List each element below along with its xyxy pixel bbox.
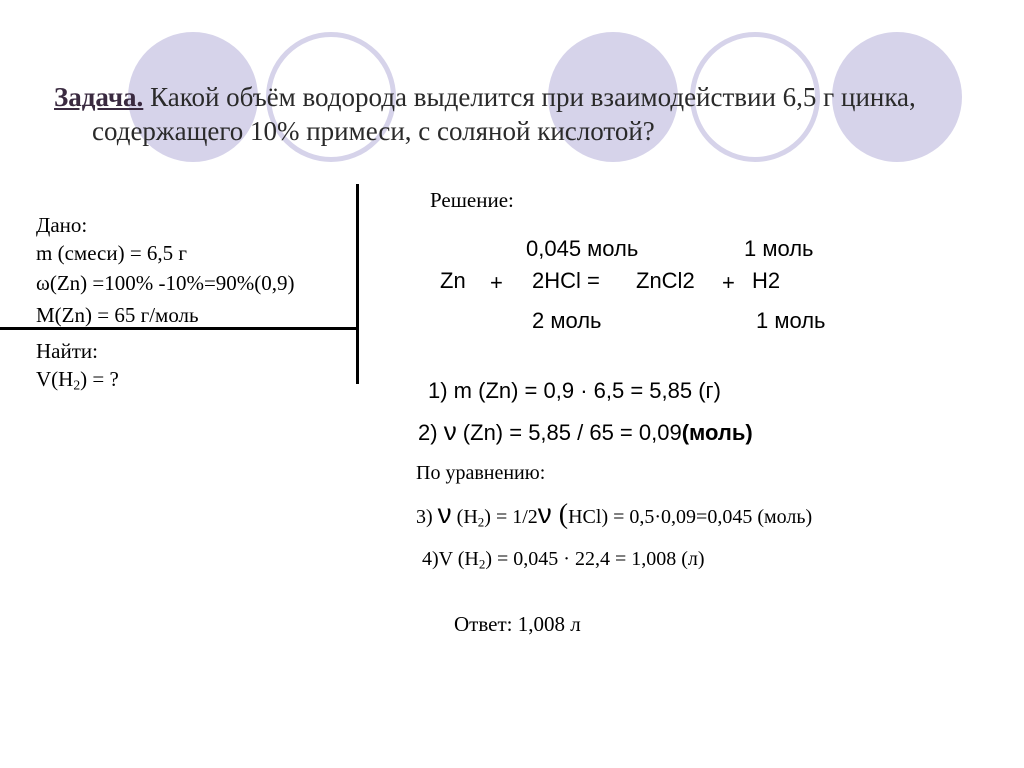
step-4-rest: ) = 0,045 · 22,4 = 1,008 (л) <box>485 548 705 570</box>
task-title <box>54 80 994 148</box>
step-3 <box>416 498 812 531</box>
equation-hcl: 2HCl = <box>532 268 600 293</box>
task-text-line2: содержащего 10% примеси, с соляной кислотой? <box>92 116 655 146</box>
equation-zn: Zn <box>440 268 466 293</box>
step-2-number: 2) <box>418 420 444 445</box>
bottom-mol-left: 2 моль <box>532 308 602 333</box>
given-molar-mass: M(Zn) = 65 г/моль <box>36 303 199 327</box>
answer: Ответ: 1,008 л <box>454 612 581 636</box>
step-2-unit: (моль) <box>681 420 753 445</box>
step-3-paren: ( <box>551 499 569 530</box>
solution-label: Решение: <box>430 188 514 212</box>
step-3-subscript: 2 <box>477 514 485 530</box>
given-vertical-rule <box>356 184 359 384</box>
step-3-nu-2: ν <box>537 498 552 529</box>
step-2-body: (Zn) = 5,85 / 65 = 0,09 <box>456 420 682 445</box>
step-3-number: 3) <box>416 506 438 528</box>
step-3-rest: HCl) = 0,5·0,09=0,045 (моль) <box>568 506 813 528</box>
equation-zncl2: ZnCl2 <box>636 268 695 293</box>
equation-plus-2: + <box>722 270 735 295</box>
find-subscript: 2 <box>73 377 81 393</box>
find-suffix: ) = ? <box>80 367 119 391</box>
step-3-half: ) = 1/2 <box>484 506 538 528</box>
step-1: 1) m (Zn) = 0,9 · 6,5 = 5,85 (г) <box>428 378 721 403</box>
find-prefix: V(H <box>36 367 74 391</box>
step-4 <box>422 548 705 571</box>
top-mol-right: 1 моль <box>744 236 814 261</box>
step-3-h: (H <box>451 506 478 528</box>
step-2 <box>418 416 753 447</box>
step-3-nu-1: ν <box>437 498 452 529</box>
task-text-line1: Какой объём водорода выделится при взаимодействии 6,5 г цинка, <box>143 82 916 112</box>
top-mol-left: 0,045 моль <box>526 236 639 261</box>
given-omega-zn: ω(Zn) =100% -10%=90%(0,9) <box>36 271 295 295</box>
step-4-prefix: 4)V (H <box>422 548 479 570</box>
equation-h2: H2 <box>752 268 781 293</box>
step-4-subscript: 2 <box>478 556 486 572</box>
task-lead: Задача. <box>54 82 144 112</box>
step-2-nu: ν <box>443 416 457 446</box>
find-label: Найти: <box>36 339 98 363</box>
bottom-mol-right: 1 моль <box>756 308 826 333</box>
equation-plus-1: + <box>490 270 503 295</box>
by-equation-label: По уравнению: <box>416 462 546 484</box>
find-volume-h2 <box>36 366 119 392</box>
given-label: Дано: <box>36 213 88 237</box>
given-mass-mixture: m (смеси) = 6,5 г <box>36 241 188 265</box>
